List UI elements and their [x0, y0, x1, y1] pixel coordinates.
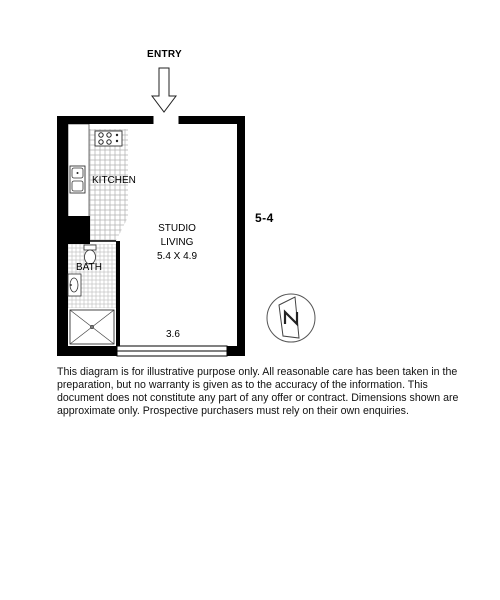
entry-arrow-icon — [152, 68, 176, 112]
shower-icon — [70, 310, 114, 344]
north-arrow-compass-icon — [267, 294, 315, 342]
basin-icon — [68, 274, 81, 296]
cooktop-icon — [95, 131, 122, 146]
entry-door-opening — [153, 116, 179, 124]
width-dimension-label: 3.6 — [166, 329, 180, 340]
bath-label: BATH — [76, 262, 102, 273]
kitchen-sink-icon — [70, 166, 85, 193]
studio-label-line1: STUDIO — [158, 223, 196, 234]
entry-label: ENTRY — [147, 49, 183, 60]
window — [117, 346, 227, 356]
kitchen-label: KITCHEN — [92, 175, 136, 186]
unit-number: 5-4 — [255, 211, 274, 225]
studio-living-label — [145, 222, 209, 264]
studio-label-line2: LIVING — [160, 237, 194, 248]
studio-dimensions: 5.4 X 4.9 — [156, 251, 198, 262]
disclaimer-text: This diagram is for illustrative purpose only. All reasonable care has been taken in the preparation, but no warranty is given as to the accuracy of the information. This document does not constitute any part of any offer or contract. Dimensions shown are approximate only. Prospective purchasers must rely on their own enquiries. — [57, 366, 459, 417]
